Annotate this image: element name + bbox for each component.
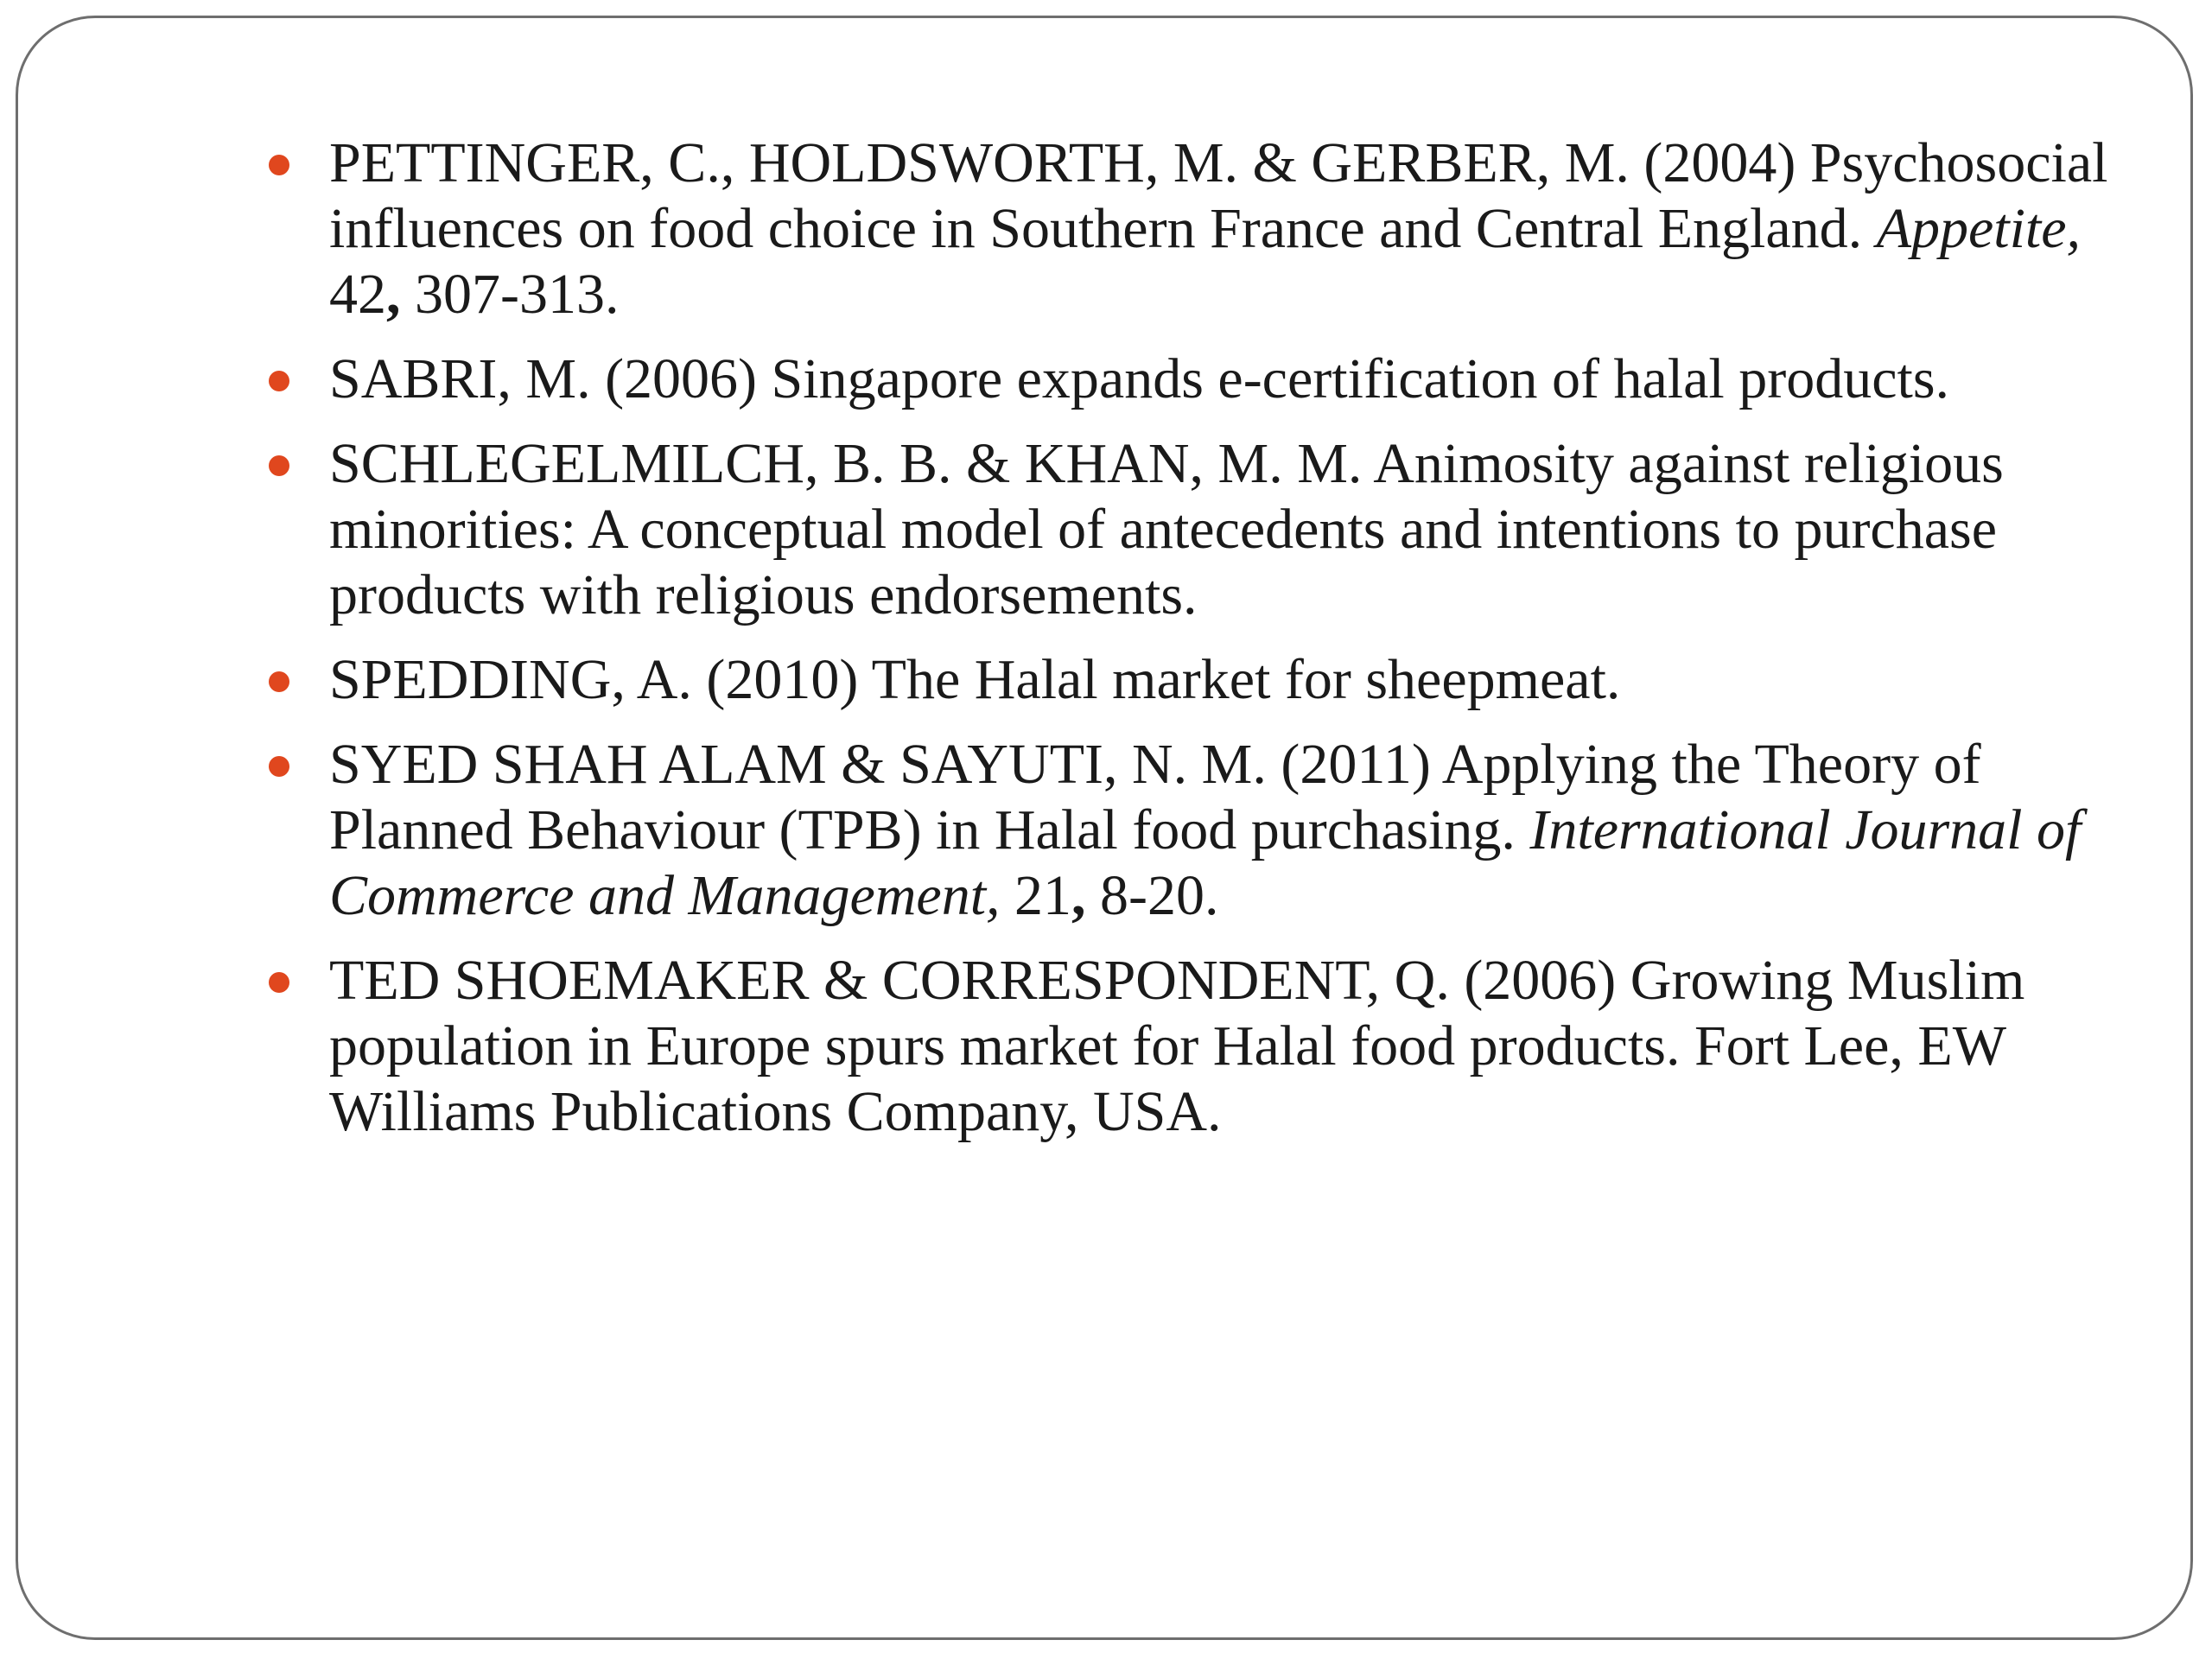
reference-item <box>260 431 2109 628</box>
reference-item <box>260 346 2109 412</box>
reference-text: SABRI, M. (2006) Singapore expands e-certification of halal products. <box>329 347 1950 410</box>
journal-title: Appetite, <box>1876 197 2082 260</box>
volume: 21 <box>1000 864 1072 927</box>
bullet-icon <box>269 972 289 993</box>
bullet-icon <box>269 671 289 692</box>
reference-text: SPEDDING, A. (2010) The Halal market for sheepmeat. <box>329 648 1621 711</box>
reference-item <box>260 948 2109 1145</box>
journal-title: International Journal of Commerce and Management, <box>329 798 2082 927</box>
pages: 8-20. <box>1085 864 1219 927</box>
bullet-icon <box>269 371 289 391</box>
bullet-icon <box>269 756 289 777</box>
reference-text: PETTINGER, C., HOLDSWORTH, M. & GERBER, M. (2004) Psychosocial influences on food choice in Southern France and Central England. <box>329 131 2108 260</box>
reference-list <box>260 130 2109 1164</box>
slide-frame <box>16 16 2193 1640</box>
reference-item <box>260 130 2109 327</box>
separator: , <box>1071 864 1086 927</box>
volume: 42 <box>329 263 386 326</box>
reference-item <box>260 647 2109 713</box>
pages: 307-313. <box>400 263 620 326</box>
reference-text: SYED SHAH ALAM & SAYUTI, N. M. (2011) Applying the Theory of Planned Behaviour (TPB) in Halal food purchasing. <box>329 733 1981 861</box>
reference-item <box>260 732 2109 929</box>
reference-text: TED SHOEMAKER & CORRESPONDENT, Q. (2006) Growing Muslim population in Europe spurs market for Halal food products. Fort Lee, EW Williams Publications Company, USA. <box>329 949 2025 1143</box>
bullet-icon <box>269 155 289 175</box>
separator: , <box>386 263 401 326</box>
bullet-icon <box>269 455 289 476</box>
reference-text: SCHLEGELMILCH, B. B. & KHAN, M. M. Animosity against religious minorities: A conceptual model of antecedents and intentions to purchase products with religious endorsements. <box>329 432 2004 626</box>
